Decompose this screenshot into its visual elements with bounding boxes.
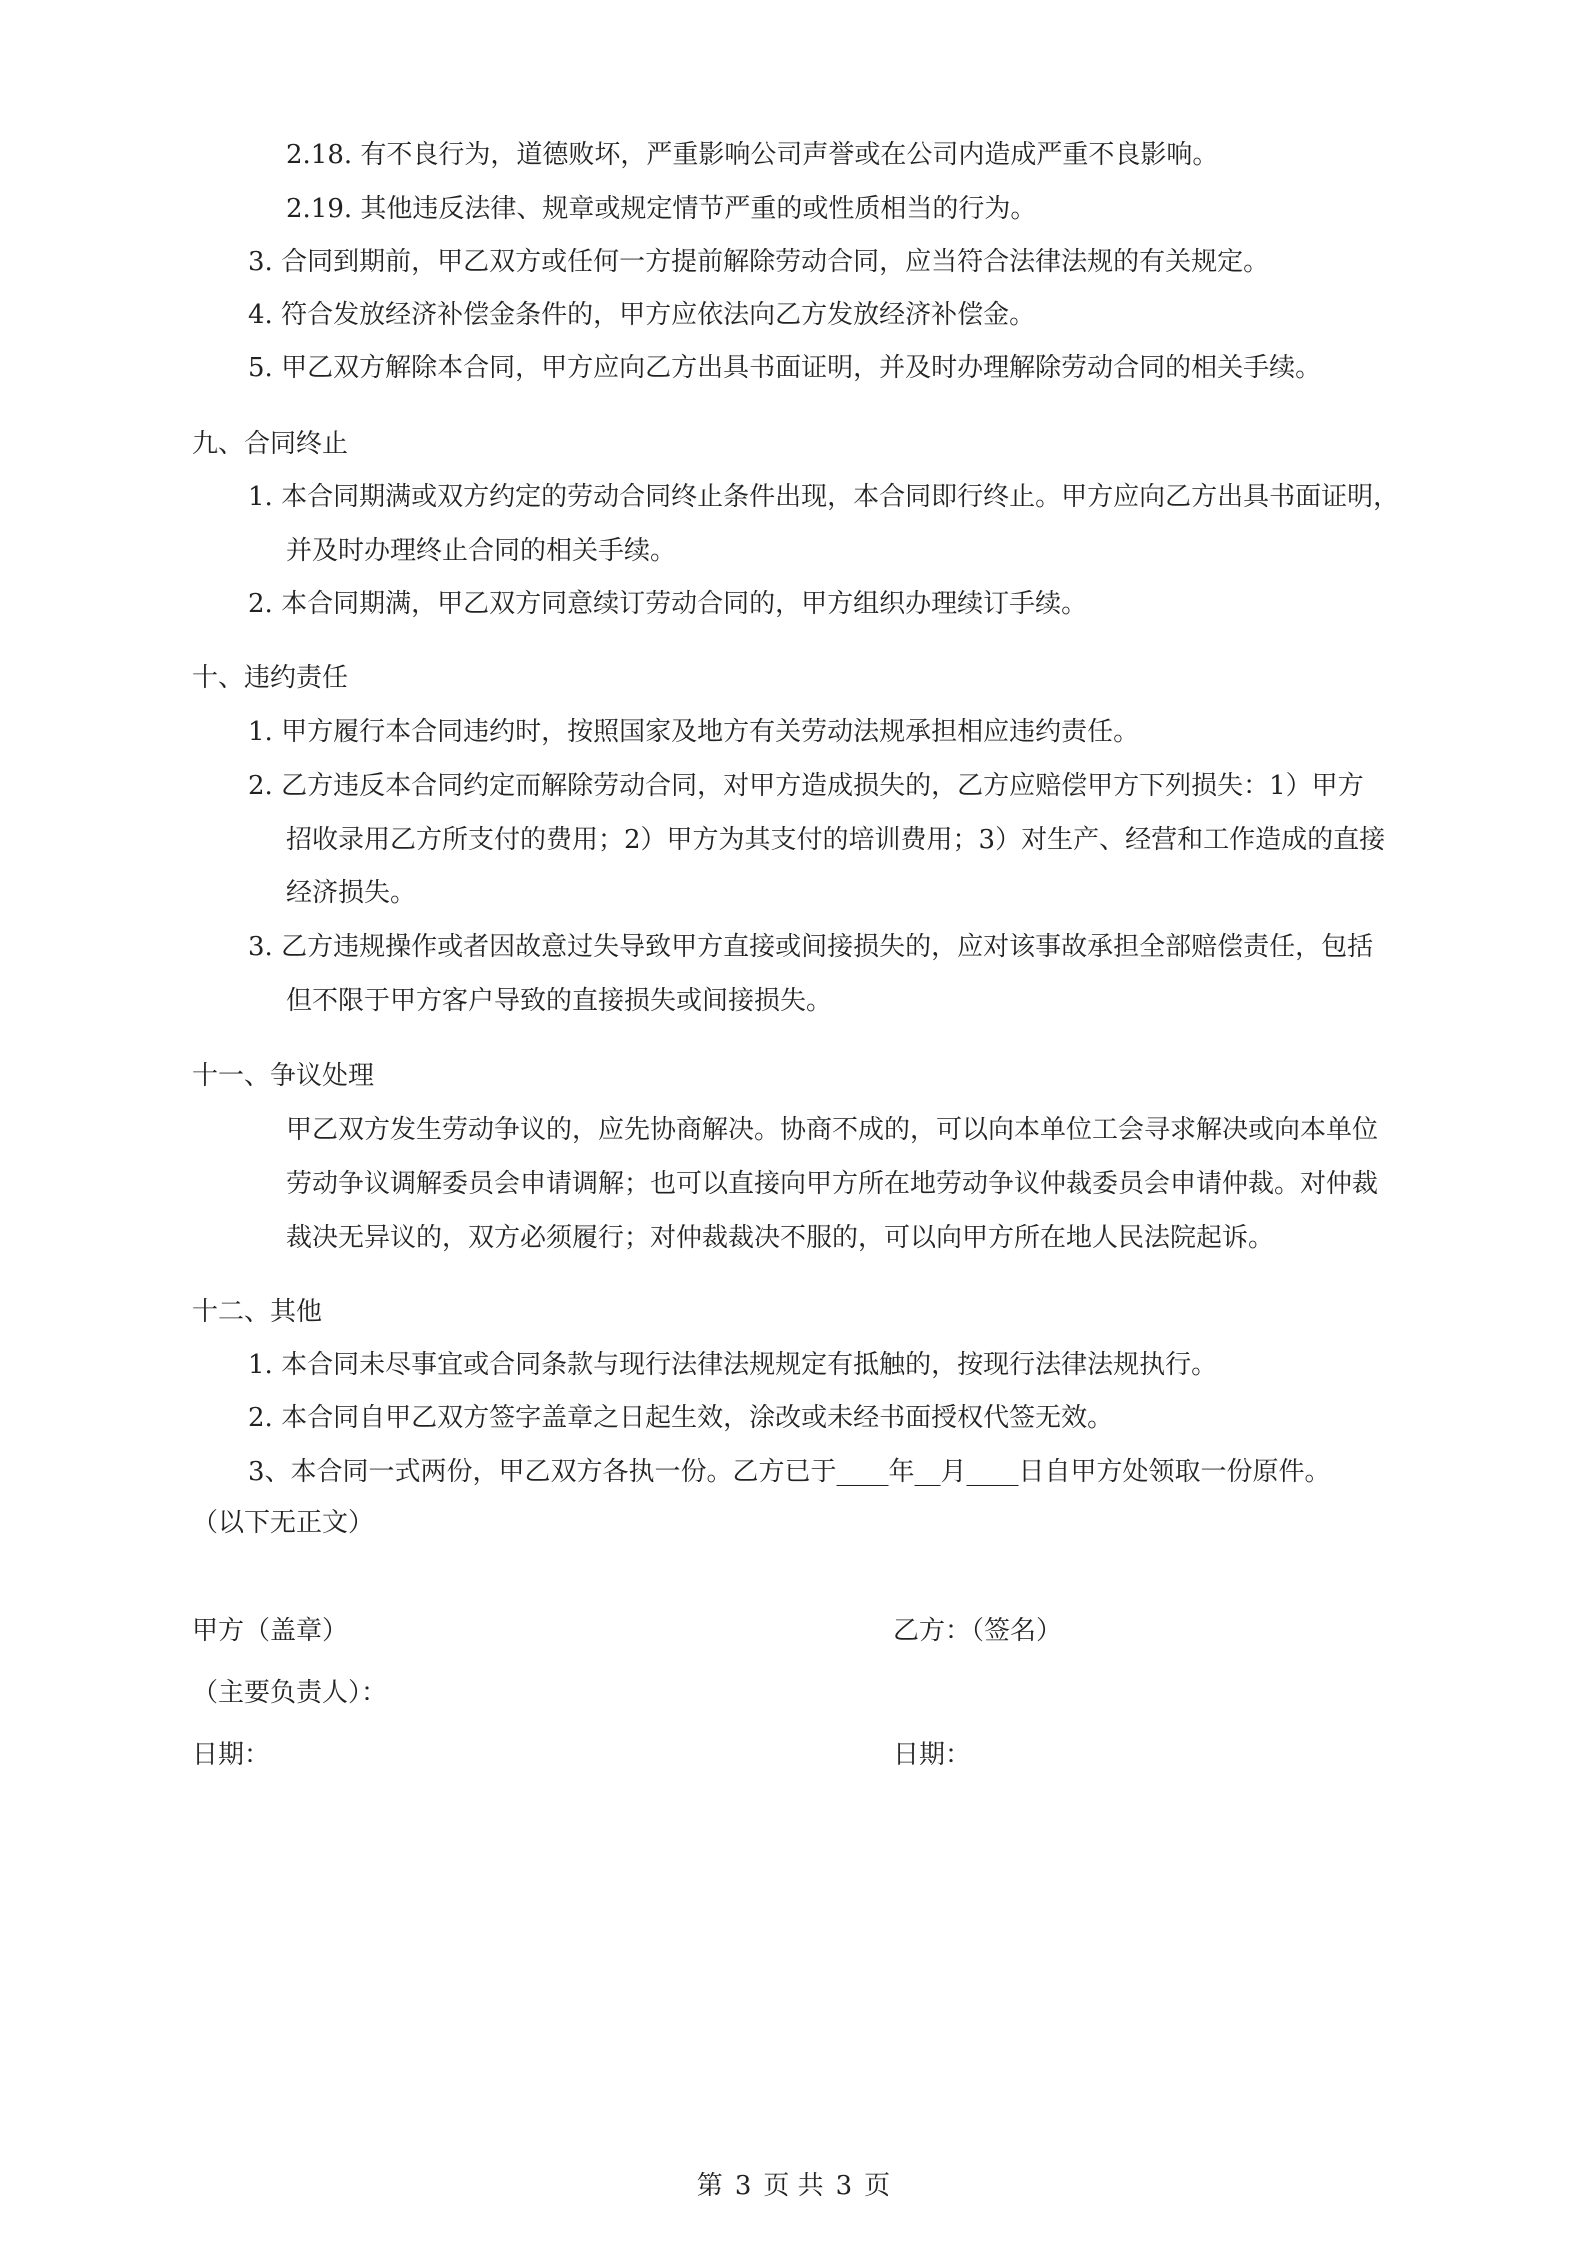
clause-11-heading: 十一、争议处理 bbox=[192, 1061, 375, 1091]
clause-12-item-2: 2. 本合同自甲乙双方签字盖章之日起生效，涂改或未经书面授权代签无效。 bbox=[248, 1403, 1114, 1433]
clause-11-para-line-2: 劳动争议调解委员会申请调解；也可以直接向甲方所在地劳动争议仲裁委员会申请仲裁。对仲裁 bbox=[286, 1169, 1379, 1199]
party-b-signature-label: 乙方：（签名） bbox=[893, 1616, 1063, 1646]
clause-item-2-19: 2.19. 其他违反法律、规章或规定情节严重的或性质相当的行为。 bbox=[286, 194, 1037, 224]
party-b-date-label: 日期： bbox=[893, 1740, 972, 1770]
clause-9-heading: 九、合同终止 bbox=[192, 429, 349, 459]
page-total-number: 3 bbox=[835, 2171, 853, 2201]
party-a-date-label: 日期： bbox=[192, 1740, 271, 1770]
clause-10-item-2-line-1: 2. 乙方违反本合同约定而解除劳动合同，对甲方造成损失的，乙方应赔偿甲方下列损失：1）甲方 bbox=[248, 771, 1364, 801]
page-prefix: 第 bbox=[696, 2171, 723, 2201]
clause-10-item-3-line-2: 但不限于甲方客户导致的直接损失或间接损失。 bbox=[286, 986, 833, 1016]
page-current-number: 3 bbox=[734, 2171, 752, 2201]
clause-10-heading: 十、违约责任 bbox=[192, 663, 349, 693]
page-mid-text: 页 共 bbox=[763, 2171, 824, 2201]
clause-11-para-line-1: 甲乙双方发生劳动争议的，应先协商解决。协商不成的，可以向本单位工会寻求解决或向本单位 bbox=[286, 1115, 1379, 1145]
clause-12-heading: 十二、其他 bbox=[192, 1297, 323, 1327]
page-suffix: 页 bbox=[864, 2171, 891, 2201]
clause-item-2-18: 2.18. 有不良行为，道德败坏，严重影响公司声誉或在公司内造成严重不良影响。 bbox=[286, 140, 1219, 170]
clause-8-item-5: 5. 甲乙双方解除本合同，甲方应向乙方出具书面证明，并及时办理解除劳动合同的相关手续。 bbox=[248, 353, 1322, 383]
clause-10-item-3-line-1: 3. 乙方违规操作或者因故意过失导致甲方直接或间接损失的，应对该事故承担全部赔偿责任，包括 bbox=[248, 932, 1374, 962]
end-of-text-note: （以下无正文） bbox=[192, 1508, 375, 1538]
clause-9-item-1-line-2: 并及时办理终止合同的相关手续。 bbox=[286, 536, 677, 566]
clause-9-item-1-line-1: 1. 本合同期满或双方约定的劳动合同终止条件出现，本合同即行终止。甲方应向乙方出具书面证明， bbox=[248, 482, 1400, 512]
clause-12-item-1: 1. 本合同未尽事宜或合同条款与现行法律法规规定有抵触的，按现行法律法规执行。 bbox=[248, 1350, 1218, 1380]
clause-8-item-4: 4. 符合发放经济补偿金条件的，甲方应依法向乙方发放经济补偿金。 bbox=[248, 300, 1036, 330]
clause-8-item-3: 3. 合同到期前，甲乙双方或任何一方提前解除劳动合同，应当符合法律法规的有关规定。 bbox=[248, 247, 1270, 277]
clause-11-para-line-3: 裁决无异议的，双方必须履行；对仲裁裁决不服的，可以向甲方所在地人民法院起诉。 bbox=[286, 1223, 1275, 1253]
clause-12-item-3: 3、本合同一式两份，甲乙双方各执一份。乙方已于____年__月____日自甲方处领取一份原件。 bbox=[248, 1457, 1331, 1487]
principal-label: （主要负责人）： bbox=[192, 1678, 388, 1708]
clause-9-item-2: 2. 本合同期满，甲乙双方同意续订劳动合同的，甲方组织办理续订手续。 bbox=[248, 589, 1088, 619]
party-a-seal-label: 甲方（盖章） bbox=[192, 1616, 349, 1646]
clause-10-item-2-line-2: 招收录用乙方所支付的费用；2）甲方为其支付的培训费用；3）对生产、经营和工作造成的直接 bbox=[286, 825, 1386, 855]
clause-10-item-1: 1. 甲方履行本合同违约时，按照国家及地方有关劳动法规承担相应违约责任。 bbox=[248, 717, 1140, 747]
page-footer bbox=[0, 2169, 1587, 2203]
clause-10-item-2-line-3: 经济损失。 bbox=[286, 878, 417, 908]
